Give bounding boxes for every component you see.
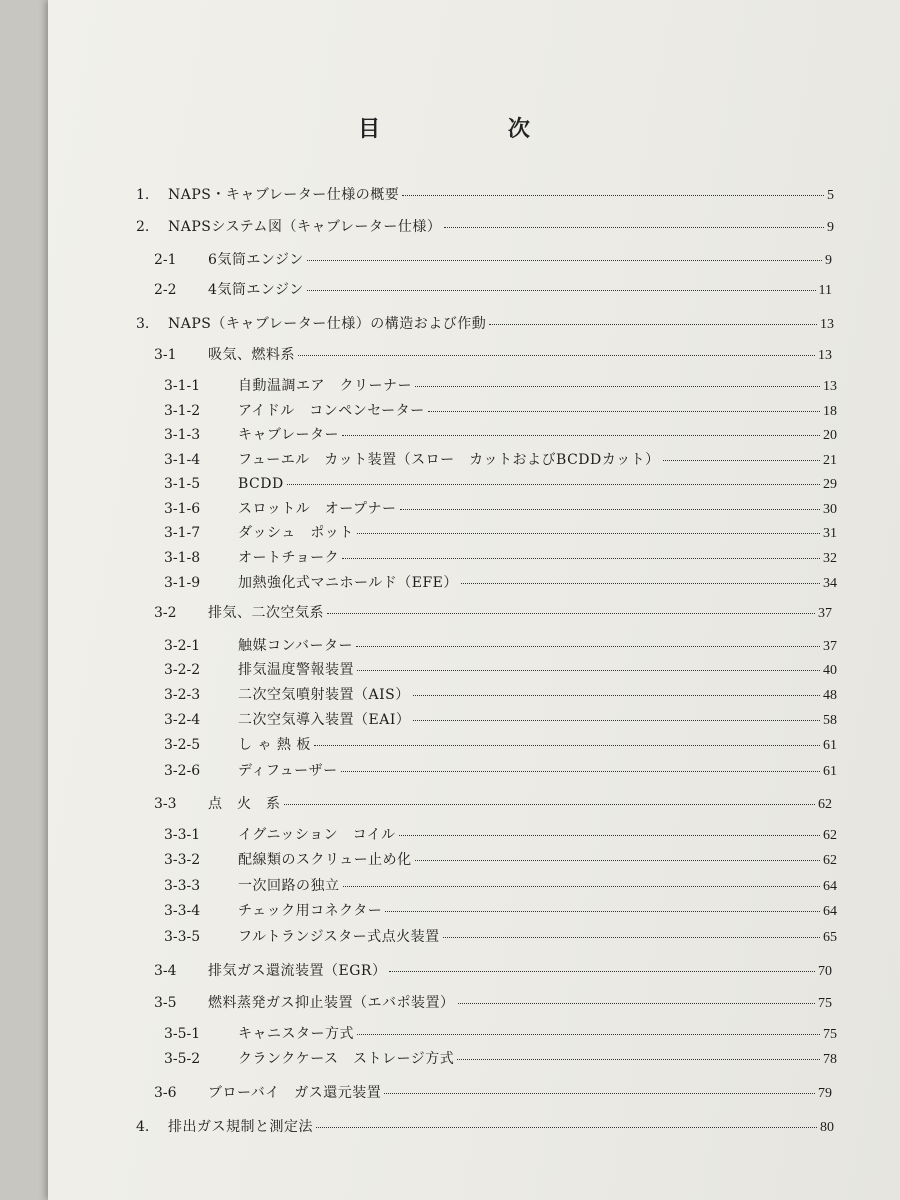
toc-entry-number: 3-3 <box>154 796 177 812</box>
toc-entry <box>164 902 837 921</box>
toc-leader-dots <box>461 583 820 584</box>
toc-entry-number: 3-1-6 <box>164 501 201 517</box>
toc-entry-label: NAPS・キャブレーター仕様の概要 <box>168 187 400 203</box>
toc-entry-label: 4気筒エンジン <box>208 282 304 298</box>
toc-leader-dots <box>314 745 820 746</box>
toc-entry-number: 3-6 <box>154 1085 177 1101</box>
toc-leader-dots <box>357 670 820 671</box>
toc-leader-dots <box>327 613 815 614</box>
toc-entry-page: 30 <box>823 502 837 517</box>
toc-leader-dots <box>399 835 820 836</box>
toc-entry-page: 70 <box>818 964 832 979</box>
toc-entry <box>164 451 837 470</box>
toc-leader-dots <box>356 646 820 647</box>
toc-entry-label: クランクケース ストレージ方式 <box>238 1051 455 1067</box>
toc-entry-page: 37 <box>818 606 832 621</box>
toc-leader-dots <box>389 971 815 972</box>
toc-entry-page: 37 <box>823 639 837 654</box>
toc-entry <box>164 661 837 680</box>
toc-entry-page: 11 <box>818 283 832 298</box>
toc-entry-label: 排気ガス還流装置（EGR） <box>208 963 387 979</box>
toc-entry-number: 3-1-5 <box>164 476 201 492</box>
toc-entry-label: ダッシュ ポット <box>238 525 354 541</box>
toc-leader-dots <box>342 435 820 436</box>
toc-entry-label: 二次空気噴射装置（AIS） <box>238 687 410 703</box>
toc-leader-dots <box>287 484 820 485</box>
toc-entry-page: 13 <box>823 379 837 394</box>
toc-entry-page: 13 <box>818 348 832 363</box>
toc-entry <box>164 402 837 421</box>
toc-entry-number: 3-1-7 <box>164 525 201 541</box>
toc-entry-label: し ゃ 熱 板 <box>238 737 311 753</box>
toc-leader-dots <box>428 411 820 412</box>
toc-entry-label: 配線類のスクリュー止め化 <box>238 852 412 868</box>
toc-entry <box>164 475 837 494</box>
toc-entry <box>164 574 837 593</box>
toc-entry <box>164 686 837 705</box>
toc-leader-dots <box>444 227 824 228</box>
toc-entry-number: 3-3-1 <box>164 827 201 843</box>
toc-leader-dots <box>663 460 820 461</box>
toc-entry-number: 3-1-2 <box>164 403 201 419</box>
toc-entry-number: 3-2-1 <box>164 638 201 654</box>
toc-entry <box>154 1084 832 1103</box>
toc-entry <box>136 218 834 237</box>
toc-entry-page: 78 <box>823 1052 837 1067</box>
page-title: 目 次 <box>358 116 590 142</box>
toc-entry-number: 3-2-3 <box>164 687 201 703</box>
toc-entry-page: 20 <box>823 428 837 443</box>
table-of-contents <box>48 0 900 1200</box>
toc-entry <box>154 346 832 365</box>
toc-entry-page: 9 <box>827 220 834 235</box>
toc-entry-label: フルトランジスター式点火装置 <box>238 929 440 945</box>
toc-entry-page: 62 <box>818 797 832 812</box>
toc-leader-dots <box>415 860 820 861</box>
toc-entry-number: 3-3-4 <box>164 903 201 919</box>
toc-entry-label: イグニッション コイル <box>238 827 396 843</box>
toc-leader-dots <box>400 509 820 510</box>
toc-entry <box>164 500 837 519</box>
toc-entry-page: 58 <box>823 713 837 728</box>
toc-entry-label: オートチョーク <box>238 550 340 566</box>
toc-entry <box>136 1118 834 1137</box>
toc-leader-dots <box>284 804 816 805</box>
toc-entry <box>164 711 837 730</box>
toc-entry-number: 4. <box>136 1119 150 1135</box>
toc-entry-label: 吸気、燃料系 <box>208 347 295 363</box>
toc-entry-number: 3-2-4 <box>164 712 201 728</box>
toc-entry <box>136 186 834 205</box>
toc-entry-page: 79 <box>818 1086 832 1101</box>
toc-entry-label: チェック用コネクター <box>238 903 383 919</box>
toc-entry-page: 5 <box>827 188 834 203</box>
toc-entry-label: 燃料蒸発ガス抑止装置（エバポ装置） <box>208 995 455 1011</box>
toc-entry-page: 48 <box>823 688 837 703</box>
toc-leader-dots <box>458 1003 816 1004</box>
toc-entry-page: 18 <box>823 404 837 419</box>
toc-leader-dots <box>413 720 820 721</box>
toc-entry-label: 加熱強化式マニホールド（EFE） <box>238 575 458 591</box>
toc-entry-number: 2. <box>136 219 150 235</box>
toc-entry-page: 13 <box>820 317 834 332</box>
toc-entry-label: ディフューザー <box>238 763 338 779</box>
toc-entry-page: 80 <box>820 1120 834 1135</box>
toc-entry <box>164 549 837 568</box>
toc-entry-page: 29 <box>823 477 837 492</box>
toc-leader-dots <box>457 1059 820 1060</box>
toc-leader-dots <box>307 260 822 261</box>
toc-leader-dots <box>298 355 815 356</box>
toc-entry-page: 75 <box>818 996 832 1011</box>
toc-entry-page: 62 <box>823 853 837 868</box>
toc-entry-number: 2-1 <box>154 252 177 268</box>
toc-entry-number: 3-2-5 <box>164 737 201 753</box>
toc-entry <box>164 1050 837 1069</box>
toc-entry-number: 3-3-5 <box>164 929 201 945</box>
toc-entry-number: 3-1-8 <box>164 550 201 566</box>
toc-entry-label: 触媒コンバーター <box>238 638 354 654</box>
toc-entry-number: 3-3-2 <box>164 852 201 868</box>
toc-entry-number: 3-1-9 <box>164 575 201 591</box>
toc-entry-number: 3-5-1 <box>164 1026 201 1042</box>
document-page <box>48 0 900 1200</box>
toc-leader-dots <box>307 290 816 291</box>
toc-entry-page: 31 <box>823 526 837 541</box>
toc-entry <box>154 251 832 270</box>
toc-entry-number: 3-2-2 <box>164 662 201 678</box>
toc-entry-label: NAPSシステム図（キャブレーター仕様） <box>168 219 442 235</box>
toc-entry <box>164 826 837 845</box>
toc-entry-page: 61 <box>823 764 837 779</box>
toc-leader-dots <box>341 771 820 772</box>
toc-entry <box>154 281 832 300</box>
toc-entry <box>164 762 837 781</box>
toc-leader-dots <box>357 1034 820 1035</box>
toc-entry-number: 3-1 <box>154 347 177 363</box>
toc-entry-page: 65 <box>823 930 837 945</box>
toc-entry <box>164 736 837 755</box>
toc-entry-label: フューエル カット装置（スロー カットおよびBCDDカット） <box>238 452 660 468</box>
toc-leader-dots <box>343 886 821 887</box>
toc-entry-page: 40 <box>823 663 837 678</box>
toc-entry-number: 3-1-4 <box>164 452 201 468</box>
toc-entry-label: 自動温調エア クリーナー <box>238 378 412 394</box>
toc-entry-label: NAPS（キャブレーター仕様）の構造および作動 <box>168 316 487 332</box>
toc-leader-dots <box>443 937 820 938</box>
toc-entry-number: 3-4 <box>154 963 177 979</box>
toc-entry-label: 排出ガス規制と測定法 <box>168 1119 313 1135</box>
toc-entry <box>164 1025 837 1044</box>
toc-entry-page: 64 <box>823 904 837 919</box>
toc-entry <box>164 637 837 656</box>
toc-entry-number: 3-5-2 <box>164 1051 201 1067</box>
toc-entry-label: キャニスター方式 <box>238 1026 354 1042</box>
toc-entry-number: 3-5 <box>154 995 177 1011</box>
toc-entry-label: 排気、二次空気系 <box>208 605 324 621</box>
toc-entry <box>164 524 837 543</box>
toc-entry-number: 3. <box>136 316 150 332</box>
toc-entry <box>164 377 837 396</box>
toc-entry <box>164 928 837 947</box>
toc-entry-label: 点 火 系 <box>208 796 281 812</box>
toc-entry-label: 排気温度警報装置 <box>238 662 354 678</box>
toc-entry-label: アイドル コンペンセーター <box>238 403 425 419</box>
toc-entry-page: 34 <box>823 576 837 591</box>
toc-entry-page: 21 <box>823 453 837 468</box>
toc-entry <box>154 604 832 623</box>
toc-leader-dots <box>415 386 820 387</box>
toc-entry-page: 9 <box>825 253 832 268</box>
toc-leader-dots <box>316 1127 817 1128</box>
toc-entry-label: 二次空気導入装置（EAI） <box>238 712 411 728</box>
toc-entry-page: 75 <box>823 1027 837 1042</box>
toc-entry-number: 3-2-6 <box>164 763 201 779</box>
toc-entry-page: 61 <box>823 738 837 753</box>
toc-entry <box>154 962 832 981</box>
toc-entry-number: 3-1-3 <box>164 427 201 443</box>
toc-leader-dots <box>342 558 820 559</box>
toc-entry-label: BCDD <box>238 476 284 492</box>
toc-entry-label: 6気筒エンジン <box>208 252 304 268</box>
toc-leader-dots <box>385 911 820 912</box>
toc-leader-dots <box>413 695 820 696</box>
toc-entry <box>154 795 832 814</box>
toc-leader-dots <box>402 195 824 196</box>
toc-entry-label: スロットル オープナー <box>238 501 397 517</box>
toc-entry-number: 1. <box>136 187 150 203</box>
toc-leader-dots <box>384 1093 815 1094</box>
toc-entry <box>136 315 834 334</box>
toc-entry-page: 62 <box>823 828 837 843</box>
toc-entry-label: ブローバイ ガス還元装置 <box>208 1085 382 1101</box>
toc-leader-dots <box>357 533 820 534</box>
toc-entry-label: 一次回路の独立 <box>238 878 340 894</box>
toc-entry-page: 64 <box>823 879 837 894</box>
toc-leader-dots <box>489 324 817 325</box>
toc-entry <box>164 877 837 896</box>
toc-entry <box>164 851 837 870</box>
toc-entry <box>164 426 837 445</box>
toc-entry-number: 3-1-1 <box>164 378 201 394</box>
toc-entry <box>154 994 832 1013</box>
toc-entry-number: 2-2 <box>154 282 177 298</box>
toc-entry-number: 3-3-3 <box>164 878 201 894</box>
toc-entry-page: 32 <box>823 551 837 566</box>
toc-entry-label: キャブレーター <box>238 427 339 443</box>
toc-entry-number: 3-2 <box>154 605 177 621</box>
